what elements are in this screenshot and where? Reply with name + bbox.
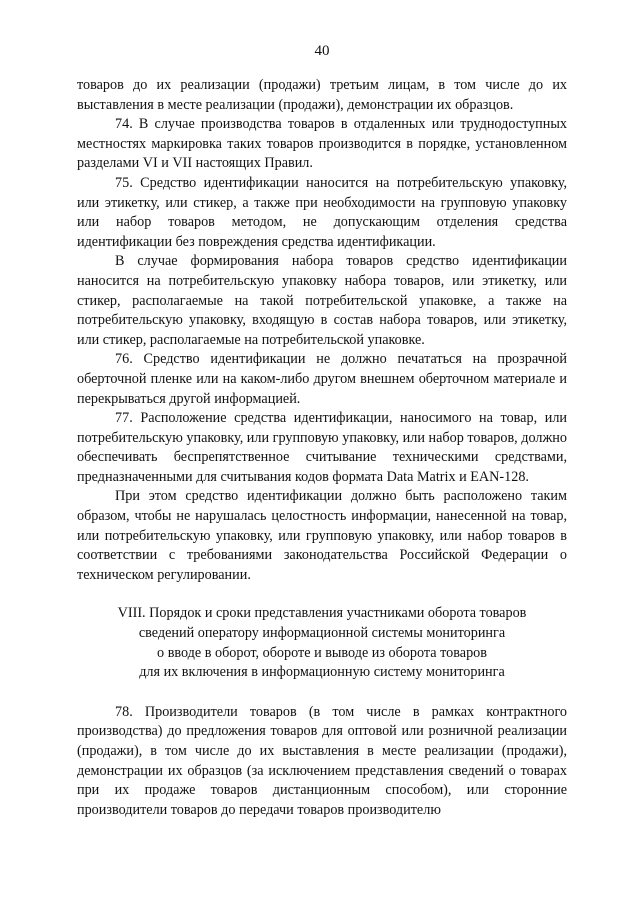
paragraph-continuation: товаров до их реализации (продажи) третьим лицам, в том числе до их выставления в месте реализации (продажи), демонстрации их образцов. [77,77,567,113]
paragraph-item-78: 78. Производители товаров (в том числе в рамках контрактного производства) до предложения товаров для оптовой или розничной реализации (продажи), в том числе до их выставления в месте реализации (продажи), демонстрации их образцов (за исключением представления сведений о товарах при их продаже товаров дистанционным способом), или сторонние производители товаров до передачи товаров производителю [77,703,567,818]
paragraph-item-74: 74. В случае производства товаров в отдаленных или труднодоступных местностях маркировка таких товаров производится в порядке, установленном разделами VI и VII настоящих Правил. [77,116,567,172]
page-number: 40 [314,43,330,59]
section-heading [77,604,567,682]
section-heading-line: VIII. Порядок и сроки представления участниками оборота товаров [117,605,527,622]
paragraph-item-77: 77. Расположение средства идентификации, наносимого на товар, или потребительскую упаковку, или групповую упаковку, или набор товаров, должно обеспечивать беспрепятственное считывание техническими средствами, предназначенными для считывания кодов формата Data Matrix и EAN-128. [77,410,567,485]
section-heading-line: сведений оператору информационной системы мониторинга [138,625,506,642]
document-page [77,0,567,905]
paragraph-item-77-continued: При этом средство идентификации должно быть расположено таким образом, чтобы не нарушалась целостность информации, нанесенной на товар, или потребительскую упаковку, или групповую упаковку, или набор товаров в соответствии с требованиями законодательства Российской Федерации о техническом регулировании. [77,488,567,583]
paragraph-item-75: 75. Средство идентификации наносится на потребительскую упаковку, или этикетку, или стикер, а также при необходимости на групповую упаковку или набор товаров методом, не допускающим отделения средства идентификации без повреждения средства идентификации. [77,174,567,250]
section-heading-line: о вводе в оборот, обороте и выводе из оборота товаров [157,644,487,661]
paragraph-item-75-continued: В случае формирования набора товаров средство идентификации наносится на потребительскую упаковку набора товаров, или этикетку, или стикер, располагаемые на такой потребительской упаковке, а также на потребительскую упаковку, входящую в состав набора товаров, или этикетку, или стикер, располагаемые на потребительской упаковке. [77,253,567,348]
document-body [77,76,567,820]
section-heading-line: для их включения в информационную систему мониторинга [139,664,505,681]
paragraph-item-76: 76. Средство идентификации не должно печататься на прозрачной оберточной пленке или на каком-либо другом внешнем оберточном материале и перекрываться другой информацией. [77,351,567,407]
